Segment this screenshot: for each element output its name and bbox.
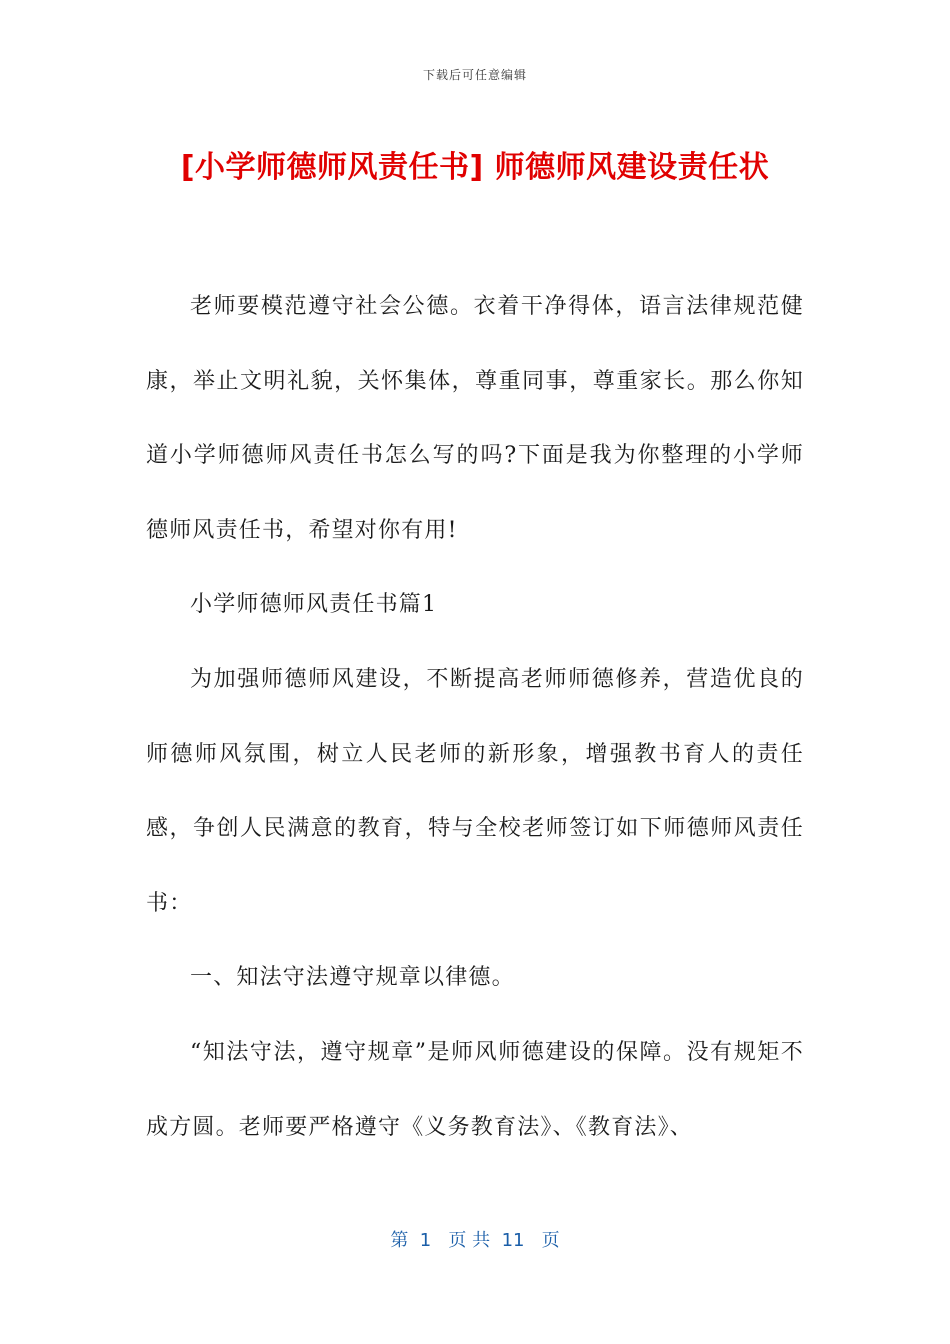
paragraph-intro: 老师要模范遵守社会公德。衣着干净得体，语言法律规范健康，举止文明礼貌，关怀集体，尊重同事，尊重家长。那么你知道小学师德师风责任书怎么写的吗?下面是我为你整理的小学师德师风责任书，希望对你有用!	[146, 294, 804, 543]
page-header-note: 下载后可任意编辑	[422, 68, 527, 82]
paragraph-section-heading: 小学师德师风责任书篇1	[190, 592, 438, 618]
document-title: [小学师德师风责任书] 师德师风建设责任状	[180, 150, 770, 185]
paragraph-purpose: 为加强师德师风建设，不断提高老师师德修养，营造优良的师德师风氛围，树立人民老师的新形象，增强教书育人的责任感，争创人民满意的教育，特与全校老师签订如下师德师风责任书：	[146, 666, 804, 916]
document-body	[146, 270, 804, 1165]
paragraph-item-one: 一、知法守法遵守规章以律德。	[190, 965, 515, 991]
paragraph-law: “知法守法，遵守规章”是师风师德建设的保障。没有规矩不成方圆。老师要严格遵守《义务教育法》、《教育法》、	[146, 1039, 804, 1140]
page-number-footer: 第 1 页 共 11 页	[390, 1230, 560, 1251]
